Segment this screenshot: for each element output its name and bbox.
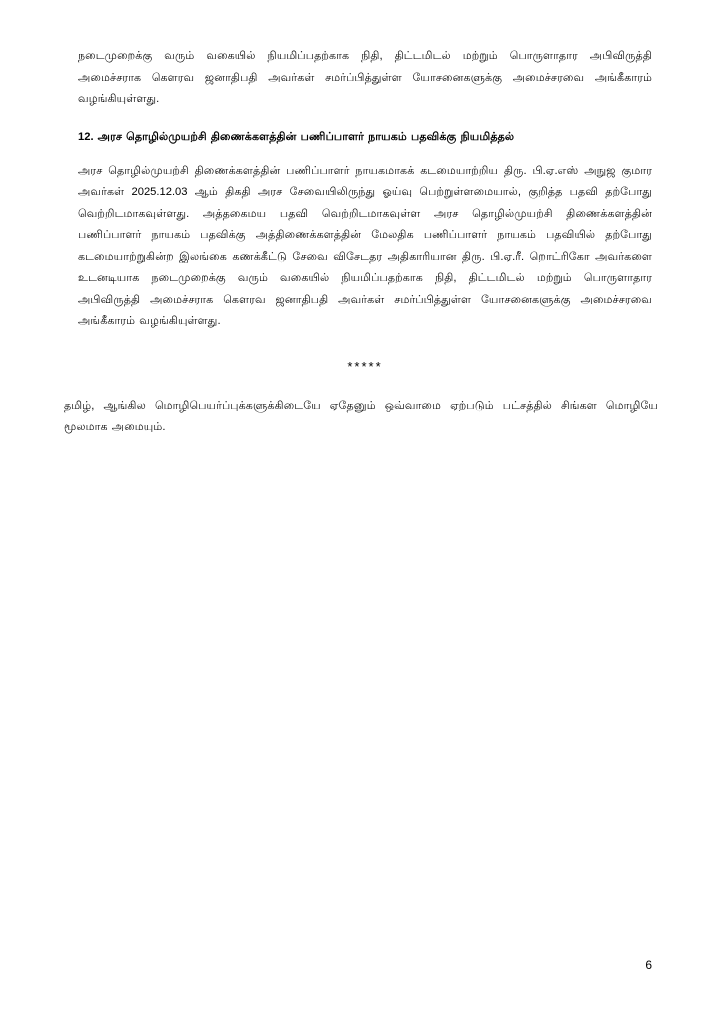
footnote-block [64,396,658,439]
section-separator: ***** [347,358,383,374]
section-heading: 12. அரச தொழில்முயற்சி திணைக்களத்தின் பணிப்பாளர் நாயகம் பதவிக்கு நியமித்தல் [78,130,515,143]
page-number: 6 [645,958,652,972]
paragraph-continued: நடைமுறைக்கு வரும் வகையில் நியமிப்பதற்காக நிதி, திட்டமிடல் மற்றும் பொருளாதார அபிவிருத்தி அமைச்சராக கௌரவ ஜனாதிபதி அவர்கள் சமர்ப்பித்துள்ள யோசனைகளுக்கு அமைச்சரவை அங்கீகாரம் வழங்கியுள்ளது. [78,50,652,105]
footnote-text: தமிழ், ஆங்கில மொழிபெயர்ப்புக்களுக்கிடையே ஏதேனும் ஒவ்வாமை ஏற்படும் பட்சத்தில் சிங்கள மொழியே மூலமாக அமையும். [64,399,658,434]
section-body-paragraph: அரச தொழில்முயற்சி திணைக்களத்தின் பணிப்பாளர் நாயகமாகக் கடமையாற்றிய திரு. பி.ஏ.எஸ் அநுஜ குமார அவர்கள் 2025.12.03 ஆம் திகதி அரச சேவையிலிருந்து ஓய்வு பெற்றுள்ளமையால், குறித்த பதவி தற்போது வெற்றிடமாகவுள்ளது. அத்தகைமய பதவி வெற்றிடமாகவுள்ள அரச தொழில்முயற்சி திணைக்களத்தின் பணிப்பாளர் நாயகம் பதவிக்கு அத்திணைக்களத்தின் மேலதிக பணிப்பாளர் நாயகம் பதவியில் தற்போது கடமையாற்றுகின்ற இலங்கை கணக்கீட்டு சேவை விசேடதர அதிகாரியான திரு. பி.ஏ.ரீ. றொட்ரிகோ அவர்களை உடனடியாக நடைமுறைக்கு வரும் வகையில் நியமிப்பதற்காக நிதி, திட்டமிடல் மற்றும் பொருளாதார அபிவிருத்தி அமைச்சராக கௌரவ ஜனாதிபதி அவர்கள் சமர்ப்பித்துள்ள யோசனைகளுக்கு அமைச்சரவை அங்கீகாரம் வழங்கியுள்ளது. [78,164,652,328]
